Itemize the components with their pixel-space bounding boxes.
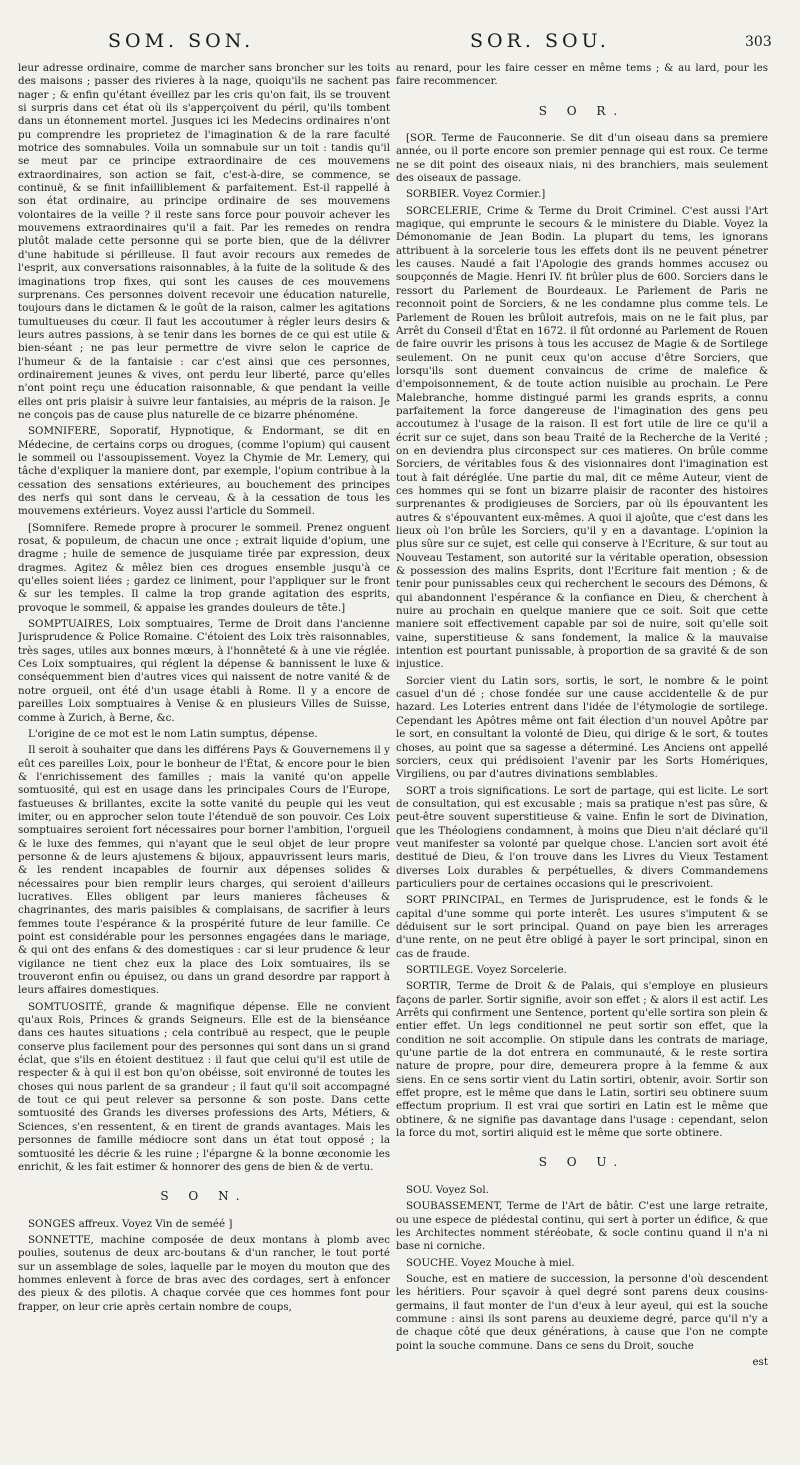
entry-souche-definition: Souche, est en matiere de succession, la personne d'où descendent les héritiers. Pour sçavoir à quel degré sont parens deux cousins-germains, il faut monter de l'un d'eux à leur ayeul, qui est la souche commune : ainsi ils sont parens au deuxieme degré, parce qu'il n'y a de chaque côté que deux générations, à cause que l'on ne compte point la souche commune. Dans ce sens du Droit, souche bbox=[396, 1272, 768, 1352]
left-column bbox=[18, 62, 390, 1447]
entry-sort-principal: SORT PRINCIPAL, en Termes de Jurisprudence, est le fonds & le capital d'une somme qui porte interêt. Les usures s'imputent & se déduisent sur le sort principal. Quand on paye bien les arrerages d'une rente, on ne peut être obligé à payer le sort principal, sinon en cas de fraude. bbox=[396, 894, 768, 960]
entry-sou: SOU. Voyez Sol. bbox=[406, 1183, 489, 1196]
entry-paragraph: Il seroit à souhaiter que dans les différens Pays & Gouvernemens il y eût ces pareilles Loix, pour le bonheur de l'État, & encore pour le bien & l'enrichissement des familles ; mais la vanité qu'on appelle somtuosité, qui est en usage dans les principales Cours de l'Europe, fastueuses & brillantes, excite la sotte vanité du peuple qui les veut imiter, ou en approcher selon toute l'étenduë de son pouvoir. Ces Loix somptuaires seroient fort nécessaires pour borner l'ambition, l'orgueil & le luxe des femmes, qui n'ayant que le seul objet de leur propre personne & de leurs ajustemens & bijoux, appauvrissent leurs maris, & les rendent incapables de fournir aux dépenses solides & nécessaires pour bien remplir leurs charges, qui seroient d'ailleurs lucratives. Elles obligent par leurs manieres fâcheuses & chagrinantes, des maris paisibles & complaisans, de sacrifier à leurs femmes toute l'espérance & la prospérité future de leur famille. Ce point est considérable pour les personnes engagées dans le mariage, & qui ont des enfans & des domestiques : car si leur prudence & leur vigilance ne tient chez eux la place des Loix somtuaires, ils se trouveront enfin ou épuisez, ou dans un grand desordre par rapport à leurs affaires domestiques. bbox=[18, 744, 390, 997]
entry-sonnette: SONNETTE, machine composée de deux montans à plomb avec poulies, soutenus de deux arc-boutans & d'un rancher, le tout porté sur un assemblage de soles, laquelle par le moyen du mouton que des hommes enlevent à force de bras avec des cordages, sert à enfoncer des pieux & des pilotis. A chaque corvée que ces hommes font pour frapper, on leur crie après certain nombre de coups, bbox=[18, 1233, 390, 1313]
section-heading-sou: S O U. bbox=[538, 1155, 626, 1170]
entry-paragraph: leur adresse ordinaire, comme de marcher sans broncher sur les toits des maisons ; passer des rivieres à la nage, quoiqu'ils ne sachent pas nager ; & enfin qu'étant éveillez par les cris qu'on fait, ils se trouvent si surpris dans cet état où ils s'apperçoivent du péril, qu'ils tombent dans un étonnement mortel. Jusques ici les Medecins ordinaires n'ont pu comprendre les proprietez de l'imagination & de la rare faculté motrice des somnabules. Voila un somnabule sur un toit : tandis qu'il se meut par ce principe extraordinaire de ces mouvemens extraordinaires, son action se fait, c'est-à-dire, se commence, se continuë, & se finit infailliblement & parfaitement. Est-il rappellé à son état ordinaire, au principe ordinaire de ses mouvemens volontaires de la veille ? il reste sans force pour pouvoir achever les mouvemens extraordinaires qu'il a fait. Par les remedes on rendra plutôt malade cette personne qui se porte bien, que de la délivrer d'une habitude si périlleuse. Il faut avoir recours aux remedes de l'esprit, aux conversations raisonnables, à la fuite de la solitude & des imaginations trop fixes, qui sont les causes de ces mouvemens surprenans. Ces personnes doivent recevoir une éducation naturelle, toujours dans le dictamen & le goût de la raison, calmer les agitations tumultueuses du cœur. Il faut les accoutumer à régler leurs desirs & leurs autres passions, à se tenir dans les bornes de ce qui est utile & bien-séant ; ne pas leur permettre de vivre selon le caprice de l'humeur & de la fantaisie : car c'est ainsi que ces personnes, ordinairement jeunes & vives, ont perdu leur liberté, parce qu'elles n'ont point reçu une éducation raisonnable, & que pendant la veille elles ont pris plaisir à suivre leur fantaisies, au mépris de la raison. Je ne conçois pas de cause plus naturelle de ce bizarre phénoméne. bbox=[18, 62, 390, 421]
entry-paragraph: L'origine de ce mot est le nom Latin sumptus, dépense. bbox=[28, 727, 318, 740]
entry-sorcelerie: SORCELERIE, Crime & Terme du Droit Criminel. C'est aussi l'Art magique, qui emprunte le secours & le ministere du Diable. Voyez la Démonomanie de Jean Bodin. La plupart du tems, les ignorans attribuent à la sorcelerie tous les effets dont ils ne peuvent pénetrer les causes. Naudé a fait l'Apologie des grands hommes accusez ou soupçonnés de Magie. Henri IV. fit brûler plus de 600. Sorciers dans le ressort du Parlement de Bourdeaux. Le Parlement de Paris ne reconnoit point de Sorciers, & ne les condamne plus comme tels. Le Parlement de Rouen les brûloit autrefois, mais on ne le fait plus, par Arrêt du Conseil d'État en 1672. il fût ordonné au Parlement de Rouen de faire ouvrir les prisons à tous les accusez de Magie & de Sortilege seulement. On ne punit ceux qu'on accuse d'être Sorciers, que lorsqu'ils sont duement convaincus de crime de malefice & d'empoisonnement, & de toute action nuisible au prochain. Le Pere Malebranche, homme distingué parmi les grands esprits, a connu parfaitement la force dangereuse de l'imagination des gens peu accoutumez à l'usage de la raison. Il est fort utile de lire ce qu'il a écrit sur ce sujet, dans son beau Traité de la Recherche de la Verité ; on en deviendra plus circonspect sur ces matieres. On brûle comme Sorciers, de véritables fous & des visionnaires dont l'imagination est tout à fait déréglée. Une partie du mal, dit ce même Auteur, vient de ces hommes qui se font un bizarre plaisir de raconter des histoires surprenantes & prodigieuses de Sorciers, par où ils épouvantent les autres & s'épouvantent eux-mêmes. A quoi il ajoûte, que c'est dans les lieux où l'on brûle les Sorciers, qu'il y en a davantage. L'opinion la plus sûre sur ce sujet, est celle qui conserve à l'Ecriture, & sur tout au Nouveau Testament, son autorité sur la véritable operation, obsession & possession des malins Esprits, dont l'Ecriture fait mention ; & de tenir pour punissables ceux qui recherchent le secours des Démons, & qui abandonnent l'espérance & la confiance en Dieu, & cherchent à nuire au prochain en quelque maniere que ce soit. Soit que cette maniere soit effectivement capable par soi de nuire, soit qu'elle soit vaine, superstitieuse & sans fondement, la malice & la mauvaise intention est pourtant punissable, à proportion de sa gravité & de son injustice. bbox=[396, 204, 768, 671]
section-heading-son: S O N. bbox=[160, 1189, 248, 1204]
running-head-right: SOR. SOU. bbox=[470, 30, 610, 52]
running-head-left: SOM. SON. bbox=[108, 30, 255, 52]
catchword: est bbox=[752, 1355, 768, 1368]
entry-paragraph: au renard, pour les faire cesser en même tems ; & au lard, pour les faire recommencer. bbox=[396, 62, 768, 88]
right-column bbox=[396, 62, 768, 1447]
entry-soubassement: SOUBASSEMENT, Terme de l'Art de bâtir. C'est une large retraite, ou une espece de piédestal continu, qui sert à porter un édifice, & que les Architectes nomment stéréobate, & socle continu quand il n'a ni base ni corniche. bbox=[396, 1200, 768, 1253]
entry-somnifere-remede: [Somnifere. Remede propre à procurer le sommeil. Prenez onguent rosat, & populeum, de chacun une once ; extrait liquide d'opium, une dragme ; huile de semence de jusquiame tirée par expression, deux dragmes. Agitez & mêlez bien ces drogues ensemble jusqu'à ce qu'elles soient liées ; gardez ce liniment, pour l'appliquer sur le front & sur les temples. Il calme la trop grande agitation des esprits, provoque le sommeil, & appaise les grandes douleurs de tête.] bbox=[18, 521, 390, 614]
entry-sorbier: SORBIER. Voyez Cormier.] bbox=[406, 188, 546, 201]
entry-sor: [SOR. Terme de Fauconnerie. Se dit d'un oiseau dans sa premiere année, ou il porte encore son premier pennage qui est roux. Ce terme ne se dit point des oiseaux niais, ni des branchiers, mais seulement des oiseaux de passage. bbox=[396, 132, 768, 185]
entry-sort: SORT a trois significations. Le sort de partage, qui est licite. Le sort de consultation, qui est excusable ; mais sa pratique n'est pas sûre, & peut-être souvent superstitieuse & vaine. Enfin le sort de Divination, que les Théologiens condamnent, à moins que Dieu n'ait déclaré qu'il veut manifester sa volonté par quelque chose. L'ancien sort avoit été destitué de Dieu, & l'on trouve dans les Livres du Vieux Testament diverses Loix durables & perpétuelles, & divers Commandemens particuliers pour de certaines occasions qui le prescrivoient. bbox=[396, 784, 768, 890]
entry-souche: SOUCHE. Voyez Mouche à miel. bbox=[406, 1256, 575, 1269]
entry-sorcier: Sorcier vient du Latin sors, sortis, le sort, le nombre & le point casuel d'un dé ; chose fondée sur une cause accidentelle & de pur hazard. Les Loteries entrent dans l'idée de l'étymologie de sortilege. Cependant les Apôtres même ont fait élection d'un nouvel Apôtre par le sort, en consultant la volonté de Dieu, qui dirige & le sort, & toutes choses, au point que sa sagesse a déterminé. Les Anciens ont appellé sorciers, ceux qui prédisoient l'avenir par les Sorts Homériques, Virgiliens, ou par d'autres divinations semblables. bbox=[396, 674, 768, 781]
entry-sortilege: SORTILEGE. Voyez Sorcelerie. bbox=[406, 964, 567, 976]
entry-somptuaires: SOMPTUAIRES, Loix somptuaires, Terme de Droit dans l'ancienne Jurisprudence & Police Romaine. C'étoient des Loix très raisonnables, très sages, utiles aux bonnes mœurs, à l'honnêteté & à une vie réglée. Ces Loix somptuaires, qui réglent la dépense & bannissent le luxe & conséquemment bien d'autres vices qui naissent de notre vanité & de notre orgueil, ont été d'un usage établi à Rome. Il y a encore de pareilles Loix somptuaires à Venise & en plusieurs Villes de Suisse, comme à Zurich, à Berne, &c. bbox=[18, 618, 390, 724]
entry-somtuosite: SOMTUOSITÉ, grande & magnifique dépense. Elle ne convient qu'aux Rois, Princes & grands Seigneurs. Elle est de la bienséance dans ces hautes situations ; cela contribuë au respect, que le peuple conserve plus facilement pour des personnes qui sont dans un si grand éclat, que s'ils en étoient destituez : il faut que celui qu'il est utile de respecter & à qui il est bon qu'on obéisse, soit environné de toutes les choses qui nous parlent de sa grandeur ; il faut qu'il soit accompagné de tout ce qui peut relever sa personne & son poste. Dans cette somtuosité des Grands les diverses professions des Arts, Métiers, & Sciences, s'en ressentent, & en tirent de grands avantages. Mais les personnes de famille médiocre sont dans un état tout opposé ; la somtuosité les décrie & les ruine ; l'épargne & la bonne œconomie les enrichit, & les fait estimer & honnorer des gens de bien & de vertu. bbox=[18, 1000, 390, 1173]
section-heading-sor: S O R. bbox=[538, 103, 626, 118]
entry-songes: SONGES affreux. Voyez Vin de seméé ] bbox=[28, 1217, 233, 1230]
entry-sortir: SORTIR, Terme de Droit & de Palais, qui s'employe en plusieurs façons de parler. Sortir signifie, avoir son effet ; & alors il est actif. Les Arrêts qui confirment une Sentence, portent qu'elle sortira son plein & entier effet. Un legs conditionnel ne peut sortir son effet, que la condition ne soit accomplie. On stipule dans les contrats de mariage, qu'une partie de la dot entrera en communauté, & le reste sortira nature de propre, pour dire, demeurera propre à la femme & aux siens. En ce sens sortir vient du Latin sortiri, obtenir, avoir. Sortir son effet propre, est le même que dans le Latin, sortiri seu obtinere suum effectum proprium. Il est vrai que sortiri en Latin est le même que obtinere, & ne signifie pas davantage dans l'usage : cependant, selon la force du mot, sortiri aliquid est le même que sorte obtinere. bbox=[396, 980, 768, 1140]
page-number: 303 bbox=[745, 34, 772, 50]
entry-somnifere: SOMNIFERE, Soporatif, Hypnotique, & Endormant, se dit en Médecine, de certains corps ou drogues, (comme l'opium) qui causent le sommeil ou l'assoupissement. Voyez la Chymie de Mr. Lemery, qui tâche d'expliquer la maniere dont, par exemple, l'opium contribue à la cessation des sensations extérieures, au bouchement des principes des nerfs qui sont dans le cerveau, & à la cessation de tous les mouvemens extérieurs. Voyez aussi l'article du Sommeil. bbox=[18, 425, 390, 518]
